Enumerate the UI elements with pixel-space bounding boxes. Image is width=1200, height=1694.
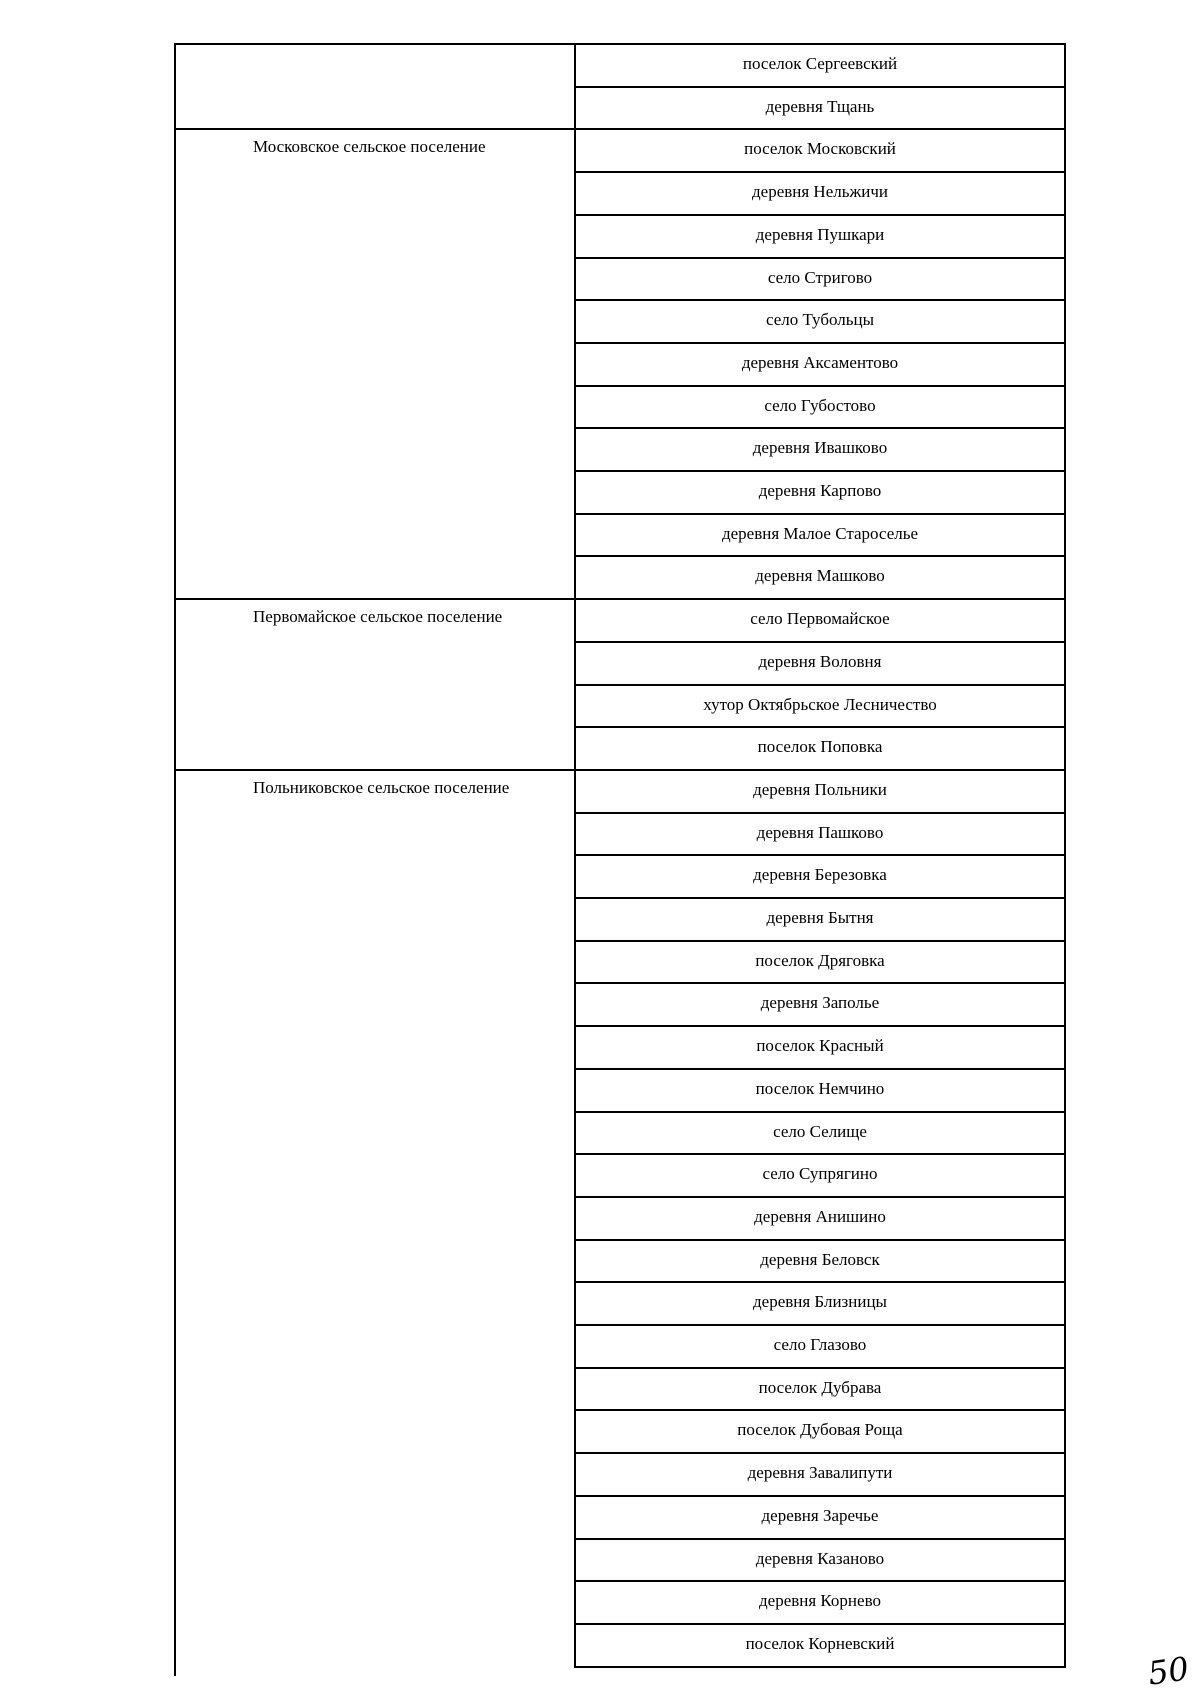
row-divider bbox=[574, 1409, 1066, 1411]
table-left-border bbox=[174, 43, 176, 1676]
settlement-name: Московское сельское поселение bbox=[253, 137, 486, 157]
place-name: село Супрягино bbox=[762, 1164, 878, 1184]
row-divider bbox=[574, 940, 1066, 942]
row-divider bbox=[574, 897, 1066, 899]
row-divider bbox=[574, 1068, 1066, 1070]
place-name: деревня Заречье bbox=[761, 1505, 879, 1525]
settlement-name: Первомайское сельское поселение bbox=[253, 607, 503, 627]
place-name: деревня Пушкари bbox=[755, 224, 885, 244]
row-divider bbox=[574, 812, 1066, 814]
page-number: 50 bbox=[1145, 1649, 1192, 1693]
row-divider bbox=[574, 470, 1066, 472]
place-name: поселок Московский bbox=[744, 139, 896, 159]
place-name: деревня Карпово bbox=[758, 481, 882, 500]
row-divider bbox=[574, 1153, 1066, 1155]
place-name: деревня Тщань bbox=[765, 96, 875, 116]
place-name: село Первомайское bbox=[750, 609, 890, 629]
settlement-name: Польниковское сельское поселение bbox=[253, 777, 510, 797]
row-divider bbox=[574, 1580, 1066, 1582]
place-name: деревня Машково bbox=[755, 566, 885, 586]
place-name: деревня Пашково bbox=[756, 822, 884, 842]
row-divider bbox=[574, 1452, 1066, 1454]
place-name: деревня Воловня bbox=[758, 651, 882, 671]
place-name: село Губостово bbox=[764, 395, 876, 415]
group-divider bbox=[174, 598, 1066, 600]
place-name: деревня Малое Староселье bbox=[721, 523, 919, 543]
group-divider bbox=[174, 769, 1066, 771]
place-name: деревня Анишино bbox=[754, 1206, 886, 1226]
place-name: поселок Немчино bbox=[755, 1078, 885, 1098]
place-name: поселок Корневский bbox=[745, 1633, 895, 1653]
place-name: деревня Близницы bbox=[753, 1292, 887, 1312]
place-name: деревня Беловск bbox=[760, 1249, 880, 1269]
row-divider bbox=[574, 1281, 1066, 1283]
row-divider bbox=[574, 1367, 1066, 1369]
place-name: хутор Октябрьское Лесничество bbox=[703, 694, 937, 714]
row-divider bbox=[574, 555, 1066, 557]
row-divider bbox=[574, 513, 1066, 515]
group-divider bbox=[174, 128, 1066, 130]
place-name: деревня Казаново bbox=[755, 1548, 885, 1568]
place-name: деревня Аксаментово bbox=[741, 352, 899, 372]
place-name: село Тубольцы bbox=[765, 310, 875, 330]
row-divider bbox=[574, 427, 1066, 429]
row-divider bbox=[574, 1538, 1066, 1540]
place-name: поселок Поповка bbox=[757, 737, 883, 757]
row-divider bbox=[574, 1495, 1066, 1497]
row-divider bbox=[574, 641, 1066, 643]
row-divider bbox=[574, 299, 1066, 301]
place-name: поселок Дряговка bbox=[755, 950, 885, 970]
row-divider bbox=[574, 1666, 1066, 1668]
row-divider bbox=[574, 982, 1066, 984]
row-divider bbox=[574, 1025, 1066, 1027]
row-divider bbox=[574, 684, 1066, 686]
row-divider bbox=[574, 1623, 1066, 1625]
table-top-border bbox=[174, 43, 1066, 45]
row-divider bbox=[574, 385, 1066, 387]
place-name: деревня Завалипути bbox=[747, 1463, 893, 1483]
row-divider bbox=[574, 1239, 1066, 1241]
place-name: село Стригово bbox=[767, 267, 873, 287]
row-divider bbox=[574, 257, 1066, 259]
row-divider bbox=[574, 1196, 1066, 1198]
place-name: деревня Заполье bbox=[760, 993, 880, 1013]
place-name: поселок Дубрава bbox=[758, 1377, 882, 1397]
row-divider bbox=[574, 214, 1066, 216]
place-name: поселок Красный bbox=[756, 1036, 884, 1056]
place-name: поселок Сергеевский bbox=[742, 54, 898, 73]
place-name: деревня Корнево bbox=[759, 1591, 881, 1611]
row-divider bbox=[574, 86, 1066, 88]
place-name: поселок Дубовая Роща bbox=[737, 1420, 903, 1440]
place-name: деревня Ивашково bbox=[752, 438, 888, 458]
place-name: село Глазово bbox=[773, 1335, 867, 1354]
row-divider bbox=[574, 171, 1066, 173]
row-divider bbox=[574, 342, 1066, 344]
row-divider bbox=[574, 726, 1066, 728]
row-divider bbox=[574, 1324, 1066, 1326]
place-name: деревня Нельжичи bbox=[752, 182, 888, 202]
row-divider bbox=[574, 854, 1066, 856]
place-name: село Селище bbox=[773, 1121, 867, 1141]
row-divider bbox=[574, 1111, 1066, 1113]
place-name: деревня Бытня bbox=[766, 908, 874, 927]
place-name: деревня Польники bbox=[753, 779, 887, 799]
place-name: деревня Березовка bbox=[753, 865, 887, 885]
